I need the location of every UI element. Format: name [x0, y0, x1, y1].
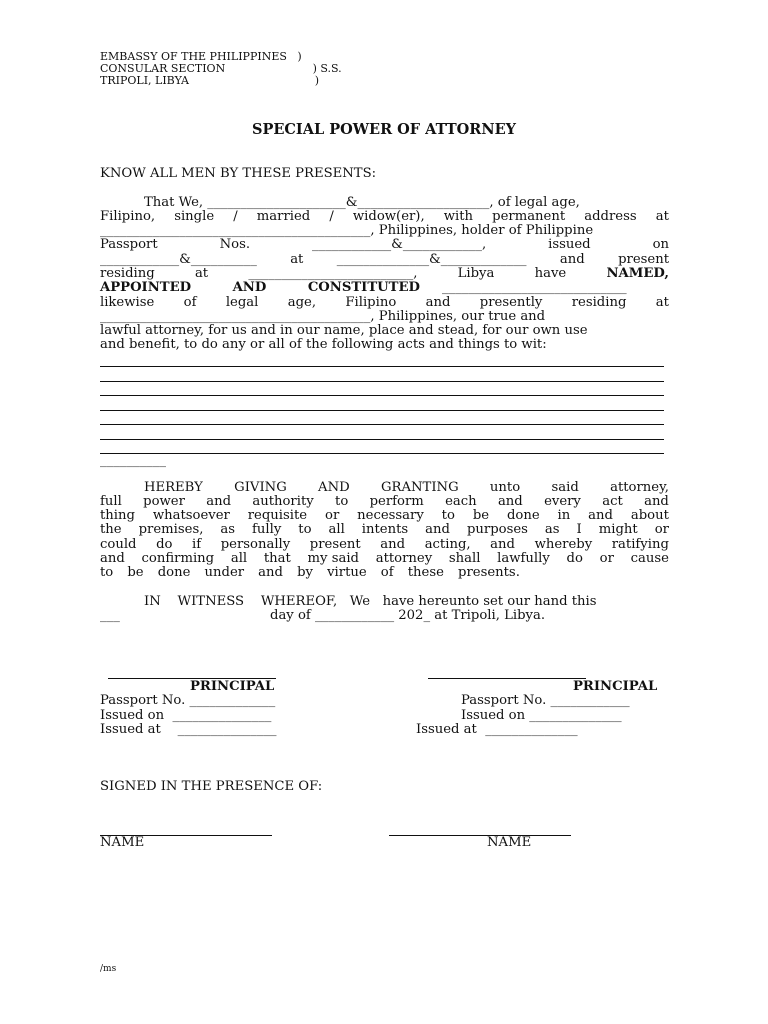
word: presently — [479, 295, 543, 310]
word: of — [380, 565, 394, 580]
word: GRANTING — [381, 480, 459, 495]
word: each — [445, 494, 477, 509]
word: fully — [252, 522, 282, 537]
word: HEREBY — [144, 480, 203, 495]
blank-line — [100, 424, 664, 425]
word: do — [566, 551, 583, 566]
word: and — [490, 537, 515, 552]
word: address — [584, 209, 637, 224]
para1-line7 — [100, 281, 420, 295]
word: or — [599, 551, 614, 566]
word: do — [156, 537, 173, 552]
word: to — [335, 494, 349, 509]
word: necessary — [357, 508, 424, 523]
word: married — [256, 209, 311, 224]
word: APPOINTED — [100, 280, 192, 295]
word: could — [100, 537, 137, 552]
para2-line4 — [100, 523, 669, 537]
blank-line — [100, 410, 664, 411]
word: confirming — [141, 551, 215, 566]
word: requisite — [247, 508, 308, 523]
witness-line2: day of ____________ 202_ at Tripoli, Libya. — [270, 608, 546, 623]
word: be — [472, 508, 490, 523]
word: I — [576, 522, 582, 537]
word: residing — [100, 266, 155, 281]
principal-right-issued-at: Issued at ______________ — [416, 722, 578, 737]
document-title: SPECIAL POWER OF ATTORNEY — [251, 121, 517, 138]
word: GIVING — [234, 480, 287, 495]
word: Filipino — [345, 295, 397, 310]
para1-line1: That We, _____________________&____________________, of legal age, — [144, 195, 580, 210]
word: unto — [489, 480, 521, 495]
word: at — [290, 252, 304, 267]
word: and — [559, 252, 585, 267]
principal-right-issued-on: Issued on ______________ — [461, 708, 622, 723]
para1-line4 — [100, 238, 669, 252]
word: lawfully — [497, 551, 550, 566]
word: in — [557, 508, 571, 523]
principal-right-passport: Passport No. ____________ — [461, 693, 630, 708]
witness-right-signature-line — [389, 835, 571, 836]
word: about — [630, 508, 669, 523]
word: thing — [100, 508, 135, 523]
word: on — [652, 237, 669, 252]
word: as — [220, 522, 236, 537]
witness-line2-blank: ___ — [100, 608, 120, 623]
word: shall — [448, 551, 481, 566]
word: power — [143, 494, 185, 509]
word: that — [263, 551, 291, 566]
word: presents. — [458, 565, 520, 580]
para1-line7-tail: ____________________________ — [442, 280, 627, 295]
principal-left-passport: Passport No. _____________ — [100, 693, 276, 708]
word: / — [329, 209, 334, 224]
word: purposes — [466, 522, 528, 537]
word: and — [588, 508, 613, 523]
footer-note: /ms — [100, 964, 117, 974]
word: virtue — [327, 565, 367, 580]
word: by — [297, 565, 313, 580]
word: whereby — [534, 537, 593, 552]
word: be — [127, 565, 144, 580]
word: ____________&__________ — [100, 252, 257, 267]
word: at — [655, 209, 669, 224]
word: AND — [318, 480, 350, 495]
blank-line — [100, 366, 664, 367]
header-line-consular: CONSULAR SECTION ) S.S. — [100, 62, 342, 75]
word: and — [425, 295, 451, 310]
word: as — [544, 522, 560, 537]
word: intents — [361, 522, 409, 537]
word: acting, — [424, 537, 471, 552]
word: perform — [369, 494, 424, 509]
para1-line10: lawful attorney, for us and in our name, place and stead, for our own use — [100, 323, 588, 338]
word: to — [298, 522, 312, 537]
word: all — [230, 551, 248, 566]
blank-line — [100, 439, 664, 440]
word: these — [407, 565, 444, 580]
word: and — [258, 565, 283, 580]
word: done — [506, 508, 540, 523]
word: of — [183, 295, 197, 310]
para2-line7 — [100, 566, 520, 580]
principal-right-signature-line — [428, 678, 586, 679]
word: ____________&____________, — [312, 237, 487, 252]
word: at — [194, 266, 209, 281]
word: widow(er), — [352, 209, 425, 224]
word: _________________________, — [248, 266, 418, 281]
word: and — [100, 551, 125, 566]
word: single — [174, 209, 215, 224]
know-all-heading: KNOW ALL MEN BY THESE PRESENTS: — [100, 166, 377, 181]
word: AND — [232, 280, 267, 295]
bold-word: NAMED, — [606, 266, 669, 281]
word: personally — [220, 537, 291, 552]
word: my said — [307, 551, 359, 566]
header-line-tripoli: TRIPOLI, LIBYA ) — [100, 74, 320, 87]
signed-presence-heading: SIGNED IN THE PRESENCE OF: — [100, 779, 323, 794]
word: and — [425, 522, 450, 537]
word: with — [443, 209, 474, 224]
witness-right-name-label: NAME — [487, 835, 532, 850]
witness-left-name-label: NAME — [100, 835, 145, 850]
word: or — [325, 508, 340, 523]
word: Filipino, — [100, 209, 156, 224]
word: done — [157, 565, 191, 580]
blank-line — [100, 395, 664, 396]
blank-line — [100, 453, 664, 454]
word: ratifying — [611, 537, 669, 552]
word: act — [602, 494, 623, 509]
blank-line-tail: __________ — [100, 453, 166, 468]
header-line-embassy: EMBASSY OF THE PHILIPPINES ) — [100, 50, 302, 63]
word: full — [100, 494, 122, 509]
word: present — [618, 252, 669, 267]
word: likewise — [100, 295, 155, 310]
word: ______________&_____________ — [336, 252, 527, 267]
word: said — [551, 480, 579, 495]
word: attorney, — [610, 480, 669, 495]
word: Nos. — [219, 237, 251, 252]
word: or — [654, 522, 669, 537]
word: authority — [252, 494, 314, 509]
para1-line11: and benefit, to do any or all of the following acts and things to wit: — [100, 337, 547, 352]
word: and — [497, 494, 523, 509]
word: cause — [630, 551, 669, 566]
word: present — [309, 537, 361, 552]
principal-left-label: PRINCIPAL — [190, 679, 275, 694]
word: permanent — [492, 209, 566, 224]
word: / — [233, 209, 238, 224]
word: issued — [548, 237, 591, 252]
blank-line — [100, 381, 664, 382]
word: the — [100, 522, 122, 537]
word: legal — [225, 295, 259, 310]
word: might — [598, 522, 638, 537]
word: and — [644, 494, 669, 509]
word: to — [100, 565, 114, 580]
witness-line1: IN WITNESS WHEREOF, We have hereunto set our hand this — [144, 594, 597, 609]
word: if — [192, 537, 202, 552]
word: CONSTITUTED — [307, 280, 420, 295]
word: and — [206, 494, 232, 509]
word: have — [534, 266, 567, 281]
word: attorney — [375, 551, 433, 566]
word: Passport — [100, 237, 158, 252]
word: Libya — [457, 266, 495, 281]
word: all — [328, 522, 345, 537]
word: age, — [287, 295, 317, 310]
para1-line3: _________________________________________, Philippines, holder of Philippine — [100, 223, 594, 238]
word: residing — [571, 295, 627, 310]
word: to — [441, 508, 455, 523]
word: under — [204, 565, 245, 580]
word: at — [655, 295, 669, 310]
principal-right-label: PRINCIPAL — [573, 679, 658, 694]
para1-line9: _________________________________________, Philippines, our true and — [100, 309, 546, 324]
principal-left-issued-at: Issued at _______________ — [100, 722, 277, 737]
principal-left-issued-on: Issued on _______________ — [100, 708, 272, 723]
word: whatsoever — [152, 508, 230, 523]
word: and — [380, 537, 406, 552]
word: every — [544, 494, 581, 509]
word: premises, — [138, 522, 204, 537]
